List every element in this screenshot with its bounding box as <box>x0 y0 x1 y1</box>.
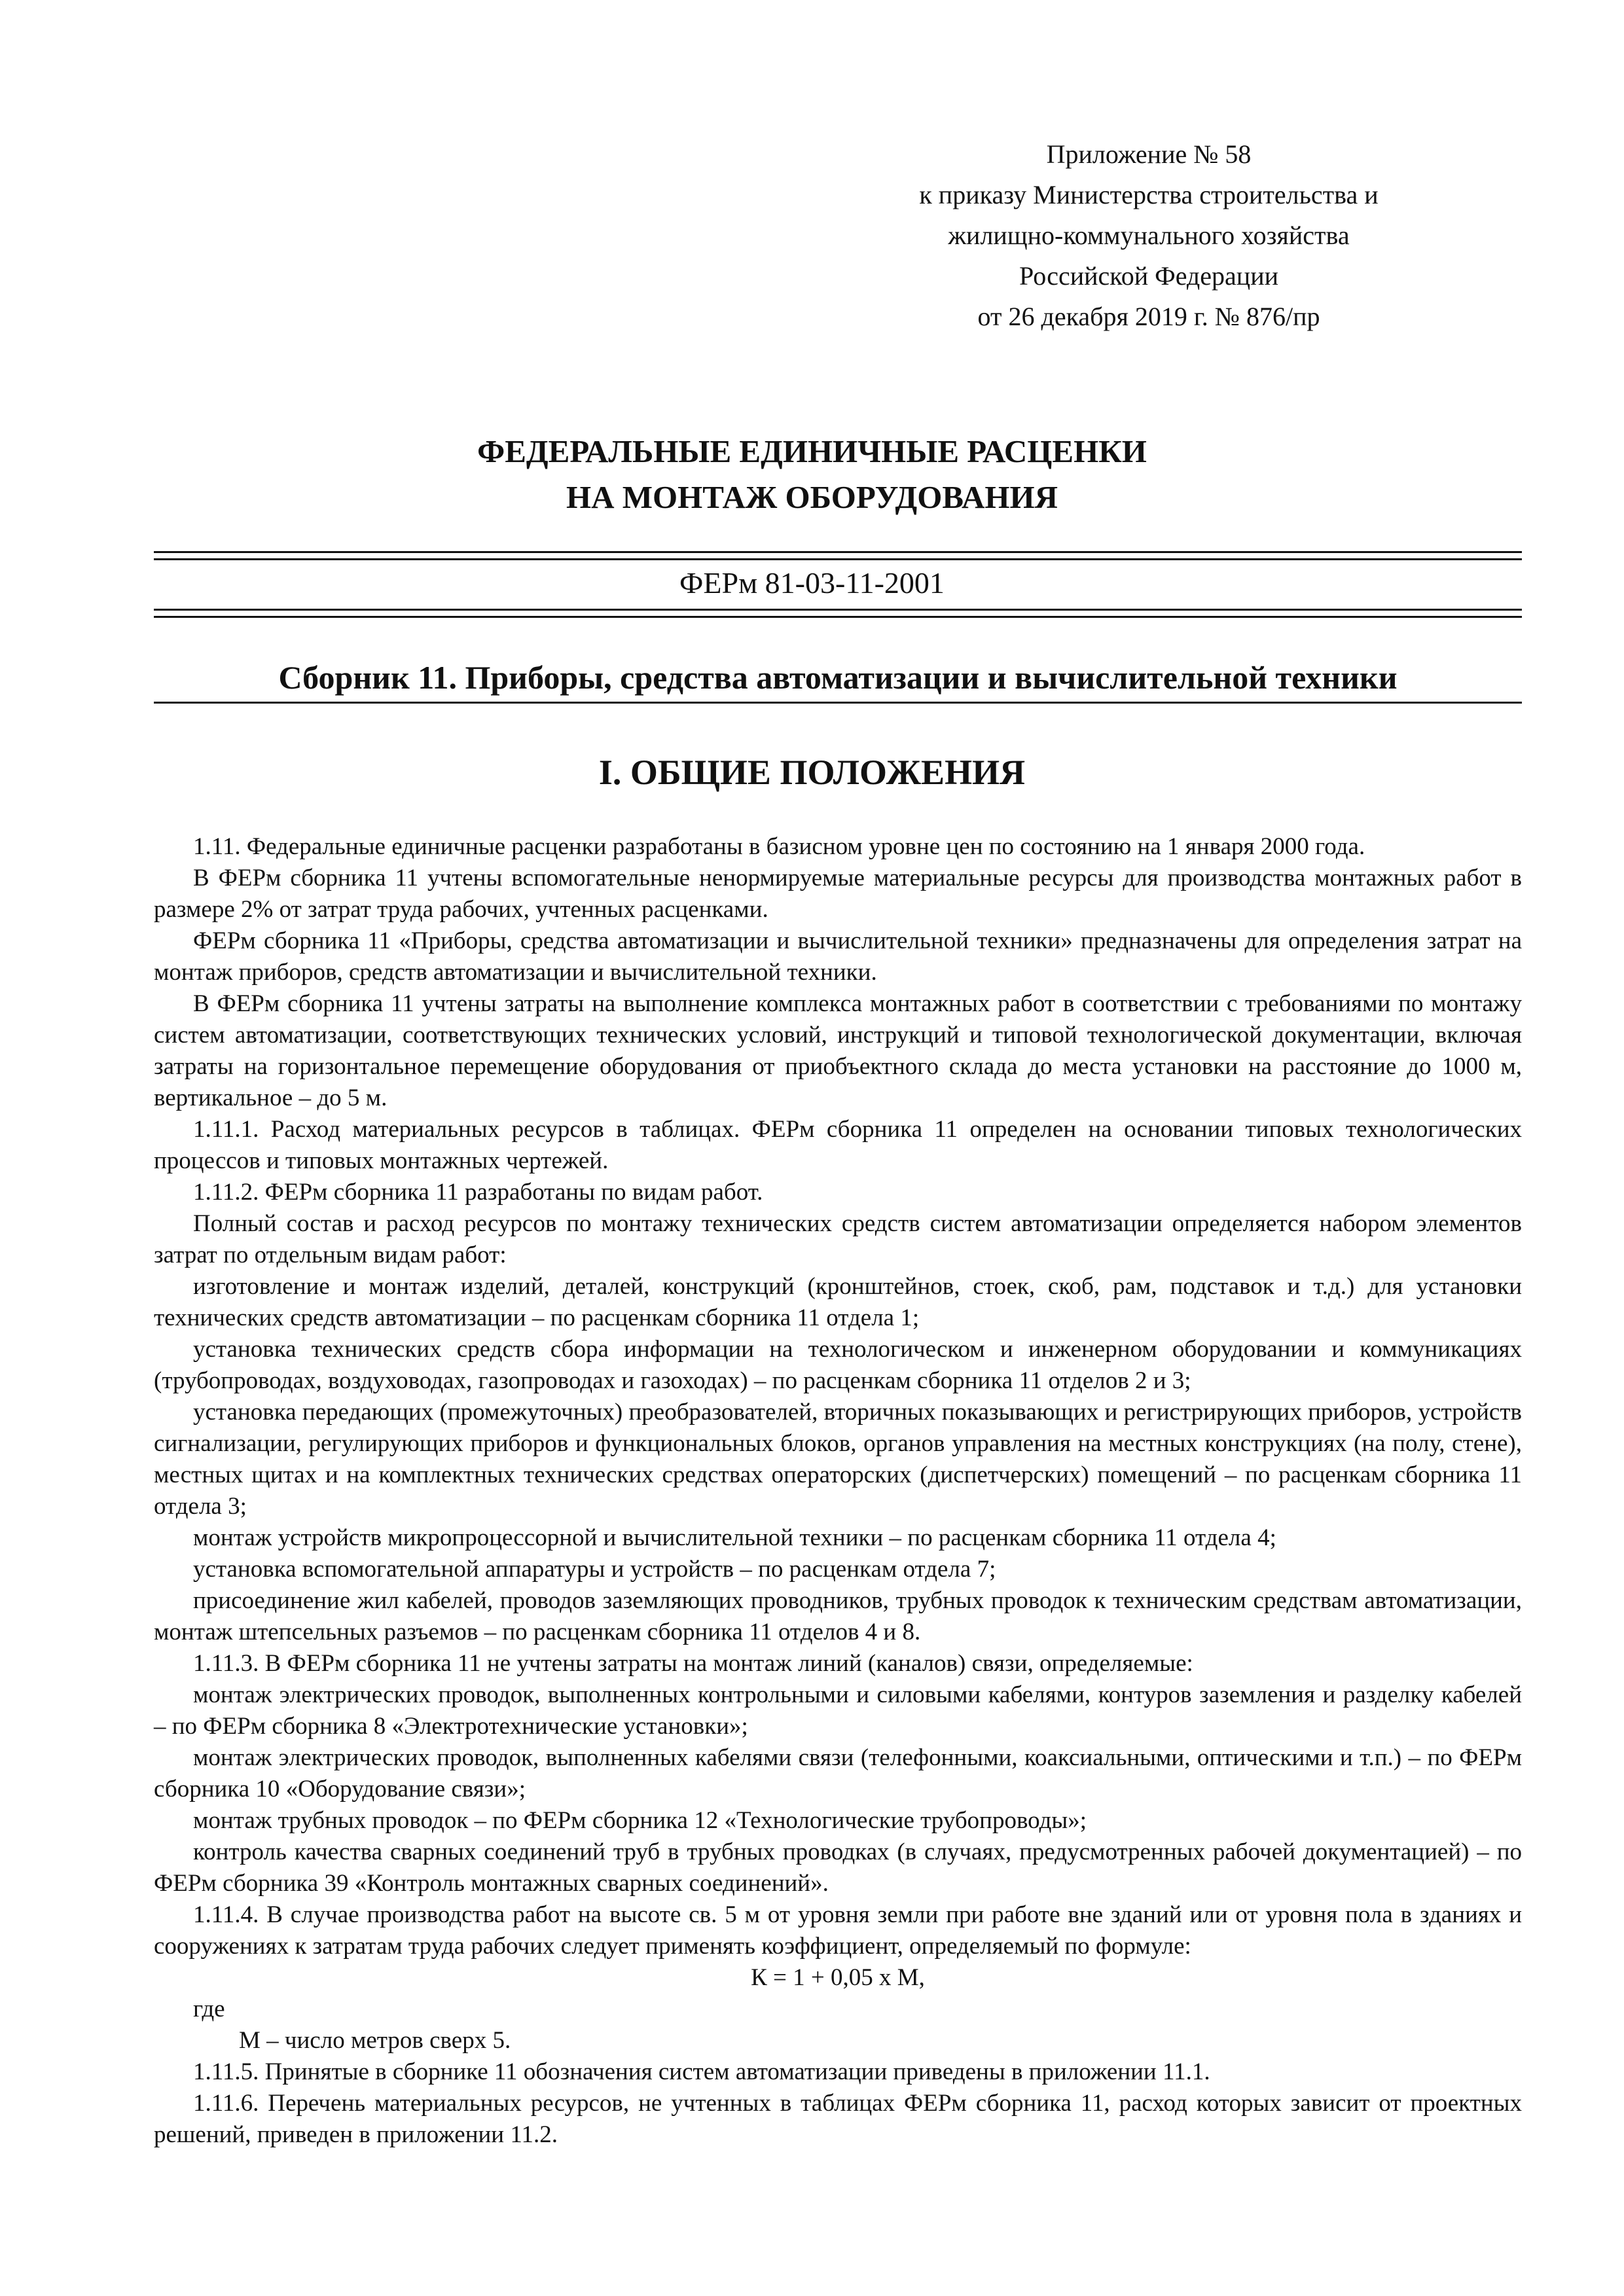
divider-top-1 <box>154 551 1522 553</box>
order-line-3: Российской Федерации <box>1019 261 1279 291</box>
paragraph: контроль качества сварных соединений труб в трубных проводках (в случаях, предусмотренных рабочей документацией) – по ФЕРм сборника 39 «Контроль монтажных сварных соединений». <box>154 1839 1522 1897</box>
paragraph: 1.11.2. ФЕРм сборника 11 разработаны по видам работ. <box>193 1179 763 1206</box>
divider-top-2 <box>154 558 1522 560</box>
where-definition: М – число метров сверх 5. <box>239 2027 511 2054</box>
section-title: I. ОБЩИЕ ПОЛОЖЕНИЯ <box>598 753 1026 792</box>
order-line-1: к приказу Министерства строительства и <box>919 180 1379 209</box>
divider-bottom-1 <box>154 609 1522 611</box>
paragraph: установка передающих (промежуточных) преобразователей, вторичных показывающих и регистрирующих приборов, устройств сигнализации, регулирующих приборов и функциональных блоков, органов управления на местных конструкциях (на полу, стене), местных щитах и на комплектных технических средствах операторских (диспетчерских) помещений – по расценкам сборника 11 отдела 3; <box>154 1399 1522 1520</box>
where-label: где <box>193 1996 225 2022</box>
divider-bottom-2 <box>154 616 1522 618</box>
paragraph: Полный состав и расход ресурсов по монтажу технических средств систем автоматизации определяется набором элементов затрат по отдельным видам работ: <box>154 1210 1522 1268</box>
document-title <box>0 429 1624 520</box>
body-text <box>154 831 1522 2151</box>
paragraph: 1.11.6. Перечень материальных ресурсов, не учтенных в таблицах ФЕРм сборника 11, расход которых зависит от проектных решений, приведен в приложении 11.2. <box>154 2090 1522 2148</box>
collection-title: Сборник 11. Приборы, средства автоматизации и вычислительной техники <box>278 659 1398 696</box>
title-line-2: НА МОНТАЖ ОБОРУДОВАНИЯ <box>566 479 1058 515</box>
paragraph: 1.11.4. В случае производства работ на высоте св. 5 м от уровня земли при работе вне зданий или от уровня пола в зданиях и сооружениях к затратам труда рабочих следует применять коэффициент, определяемый по формуле: <box>154 1901 1522 1960</box>
paragraph: присоединение жил кабелей, проводов заземляющих проводников, трубных проводок к техническим средствам автоматизации, монтаж штепсельных разъемов – по расценкам сборника 11 отделов 4 и 8. <box>154 1587 1522 1645</box>
appendix-header <box>838 134 1460 337</box>
paragraph: 1.11. Федеральные единичные расценки разработаны в базисном уровне цен по состоянию на 1 января 2000 года. <box>193 833 1365 860</box>
order-date: от 26 декабря 2019 г. № 876/пр <box>977 302 1320 331</box>
paragraph: 1.11.3. В ФЕРм сборника 11 не учтены затраты на монтаж линий (каналов) связи, определяемые: <box>193 1650 1193 1677</box>
paragraph: 1.11.1. Расход материальных ресурсов в таблицах. ФЕРм сборника 11 определен на основании типовых технологических процессов и типовых монтажных чертежей. <box>154 1116 1522 1174</box>
paragraph: монтаж электрических проводок, выполненных контрольными и силовыми кабелями, контуров заземления и разделку кабелей – по ФЕРм сборника 8 «Электротехнические установки»; <box>154 1681 1522 1740</box>
document-code: ФЕРм 81-03-11-2001 <box>679 566 945 600</box>
appendix-number: Приложение № 58 <box>1046 139 1252 169</box>
title-line-1: ФЕДЕРАЛЬНЫЕ ЕДИНИЧНЫЕ РАСЦЕНКИ <box>477 433 1147 469</box>
order-line-2: жилищно-коммунального хозяйства <box>948 221 1350 250</box>
paragraph: монтаж трубных проводок – по ФЕРм сборника 12 «Технологические трубопроводы»; <box>193 1807 1087 1834</box>
paragraph: монтаж электрических проводок, выполненных кабелями связи (телефонными, коаксиальными, оптическими и т.п.) – по ФЕРм сборника 10 «Оборудование связи»; <box>154 1744 1522 1803</box>
collection-underline <box>154 702 1522 704</box>
paragraph: установка технических средств сбора информации на технологическом и инженерном оборудовании и коммуникациях (трубопроводах, воздуховодах, газопроводах и газоходах) – по расценкам сборника 11 отделов 2 и 3; <box>154 1336 1522 1394</box>
formula: К = 1 + 0,05 x М, <box>751 1964 925 1991</box>
paragraph: 1.11.5. Принятые в сборнике 11 обозначения систем автоматизации приведены в приложении 11.1. <box>193 2058 1210 2085</box>
paragraph: ФЕРм сборника 11 «Приборы, средства автоматизации и вычислительной техники» предназначены для определения затрат на монтаж приборов, средств автоматизации и вычислительной техники. <box>154 927 1522 986</box>
paragraph: В ФЕРм сборника 11 учтены вспомогательные ненормируемые материальные ресурсы для производства монтажных работ в размере 2% от затрат труда рабочих, учтенных расценками. <box>154 865 1522 923</box>
paragraph: установка вспомогательной аппаратуры и устройств – по расценкам отдела 7; <box>193 1556 996 1583</box>
paragraph: изготовление и монтаж изделий, деталей, конструкций (кронштейнов, стоек, скоб, рам, подставок и т.д.) для установки технических средств автоматизации – по расценкам сборника 11 отдела 1; <box>154 1273 1522 1331</box>
paragraph: В ФЕРм сборника 11 учтены затраты на выполнение комплекса монтажных работ в соответствии с требованиями по монтажу систем автоматизации, соответствующих технических условий, инструкций и типовой технологической документации, включая затраты на горизонтальное перемещение оборудования от приобъектного склада до места установки на расстояние до 1000 м, вертикальное – до 5 м. <box>154 990 1522 1111</box>
paragraph: монтаж устройств микропроцессорной и вычислительной техники – по расценкам сборника 11 отдела 4; <box>193 1524 1276 1551</box>
